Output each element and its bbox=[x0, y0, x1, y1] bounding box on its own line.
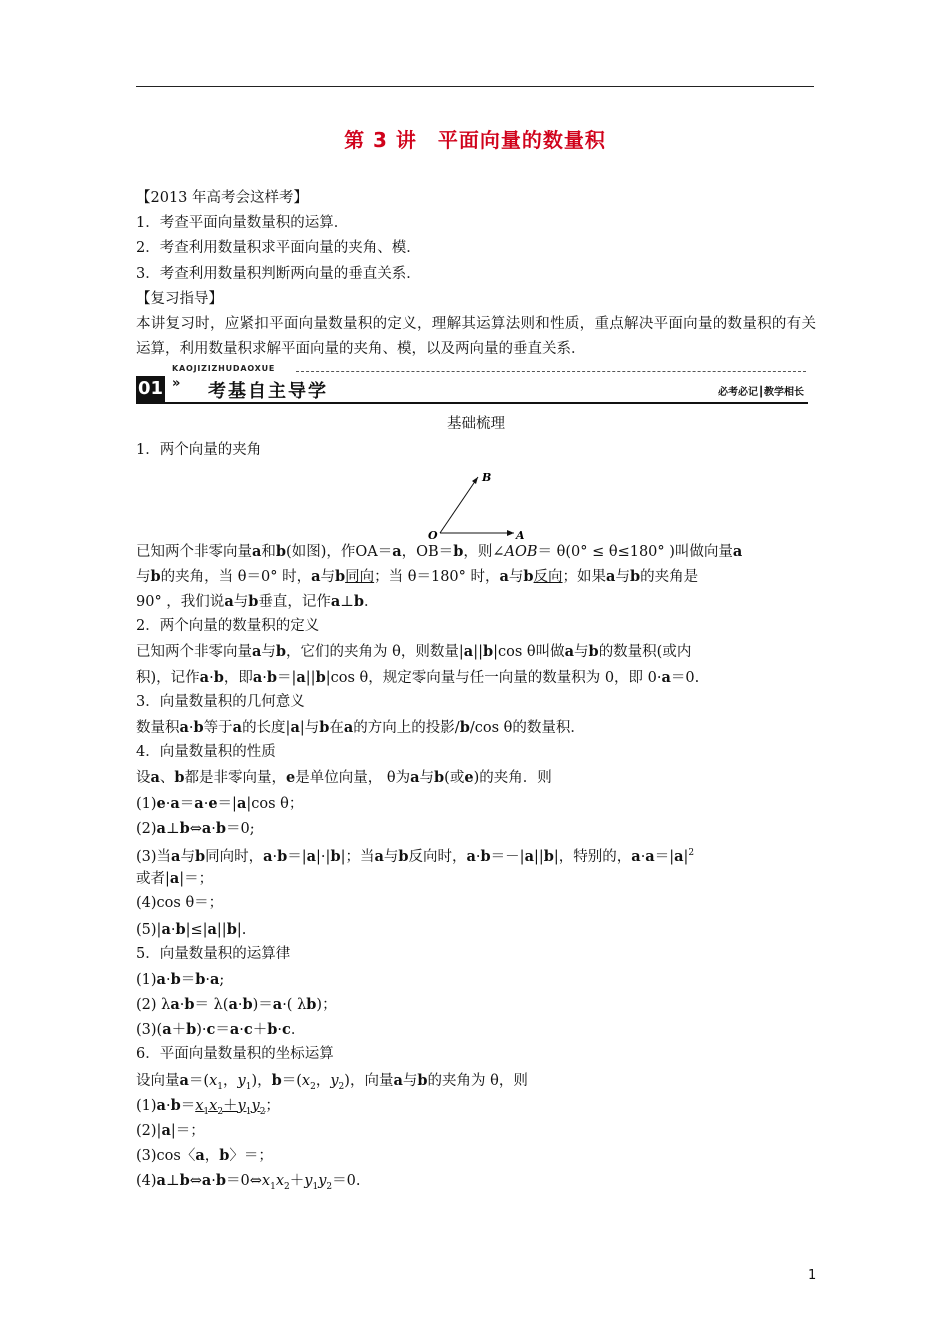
basics-title: 基础梳理 bbox=[447, 416, 505, 433]
s1-line-3: 90° ，我们说a与b垂直，记作a⊥b． bbox=[136, 593, 379, 611]
coord-2: (2)|a|＝； bbox=[136, 1122, 205, 1140]
s2-heading: 2．两个向量的数量积的定义 bbox=[136, 618, 320, 635]
page-number: 1 bbox=[808, 1268, 817, 1283]
review-text: 本讲复习时，应紧扣平面向量数量积的定义，理解其运算法则和性质，重点解决平面向量的数量积的有关运算，利用数量积求解平面向量的夹角、模，以及两向量的垂直关系． bbox=[136, 315, 816, 358]
property-3: (3)当a与b同向时，a·b＝|a|·|b|；当a与b反向时，a·b＝－|a||b|，特别的，$a\cdot a=|a|^2$ bbox=[136, 847, 695, 865]
law-3: (3)(a＋b)·c＝a·c＋b·c． bbox=[136, 1021, 306, 1039]
s3-line-1: 数量积a·b等于a的长度|a|与b在a的方向上的投影/b/cos θ的数量积． bbox=[136, 719, 585, 737]
property-2: (2)a⊥b⇔a·b＝0; bbox=[136, 819, 255, 837]
law-2: (2) λa·b＝ λ(a·b)＝a·( λb)； bbox=[136, 996, 337, 1014]
angle-diagram bbox=[136, 463, 816, 539]
coord-1: $(1)a\cdot b=x_1x_2+y_1y_2$； bbox=[136, 1096, 280, 1117]
section-tagline: 必考必记┃教学相长 bbox=[717, 387, 804, 399]
s2-line-2: 积)，记作a·b，即a·b＝|a||b|cos θ，规定零向量与任一向量的数量积为 0，即 0·a＝0. bbox=[136, 668, 700, 686]
page-title: 第 3 讲 平面向量的数量积 bbox=[344, 128, 606, 152]
s1-line-1: 已知两个非零向量a和b(如图)，作OA＝a，OB＝b，则∠AOB＝ θ(0° ≤ θ≤180° )叫做向量a bbox=[136, 542, 743, 560]
review-heading: 【复习指导】 bbox=[136, 290, 223, 307]
double-arrow-icon: » bbox=[172, 376, 181, 392]
law-1: (1)a·b＝b·a; bbox=[136, 970, 225, 988]
ray-ob bbox=[440, 477, 478, 533]
arrowhead-a bbox=[507, 530, 514, 536]
section-number: 01 bbox=[136, 376, 165, 402]
coord-3: (3)cos〈a，b〉＝； bbox=[136, 1147, 273, 1165]
s2-line-1: 已知两个非零向量a与b，它们的夹角为 θ，则数量|a||b|cos θ叫做a与b的数量积(或内 bbox=[136, 643, 692, 661]
s1-heading: 1．两个向量的夹角 bbox=[136, 441, 262, 458]
property-3-cont: 或者|a|＝； bbox=[136, 870, 214, 888]
property-4: (4)cos θ＝； bbox=[136, 895, 224, 912]
label-a: A bbox=[516, 528, 525, 539]
arrowhead-b bbox=[472, 477, 478, 484]
property-1: (1)e·a＝a·e＝|a|cos θ； bbox=[136, 794, 304, 812]
s6-line-0: 设向量$a=(x_1$，$y_1$)，$b=(x_2$，$y_2$)，向量a与b的夹角为 θ，则 bbox=[136, 1071, 528, 1092]
section-banner bbox=[136, 366, 816, 406]
angle-figure bbox=[136, 463, 816, 539]
exam-item-1: 1．考查平面向量数量积的运算． bbox=[136, 215, 349, 232]
document-body bbox=[136, 186, 816, 1194]
label-o: O bbox=[428, 528, 438, 539]
s1-line-2: 与b的夹角，当 θ＝0° 时，a与b同向；当 θ＝180° 时，a与b反向；如果a与b的夹角是 bbox=[136, 567, 699, 585]
property-5: (5)|a·b|≤|a||b|. bbox=[136, 920, 247, 938]
exam-item-2: 2．考查利用数量积求平面向量的夹角、模． bbox=[136, 240, 421, 257]
s5-heading: 5．向量数量积的运算律 bbox=[136, 945, 291, 962]
top-rule bbox=[136, 86, 814, 87]
label-b: B bbox=[482, 470, 492, 484]
coord-4: $(4)a\perp b\Leftrightarrow a\cdot b=0\Leftrightarrow x_1x_2+y_1y_2=0$. bbox=[136, 1172, 361, 1193]
exam-item-3: 3．考查利用数量积判断两向量的垂直关系． bbox=[136, 265, 421, 282]
exam-heading: 【2013 年高考会这样考】 bbox=[136, 190, 309, 206]
banner-dashed-rule bbox=[296, 371, 806, 372]
banner-rule bbox=[136, 402, 808, 404]
section-pinyin: KAOJIZIZHUDAOXUE bbox=[172, 364, 276, 374]
s4-line-0: 设a、b都是非零向量，e是单位向量， θ为a与b(或e)的夹角．则 bbox=[136, 769, 552, 787]
s3-heading: 3．向量数量积的几何意义 bbox=[136, 693, 305, 710]
s4-heading: 4．向量数量积的性质 bbox=[136, 744, 276, 761]
s6-heading: 6．平面向量数量积的坐标运算 bbox=[136, 1046, 334, 1063]
section-label: 考基自主导学 bbox=[208, 381, 328, 403]
